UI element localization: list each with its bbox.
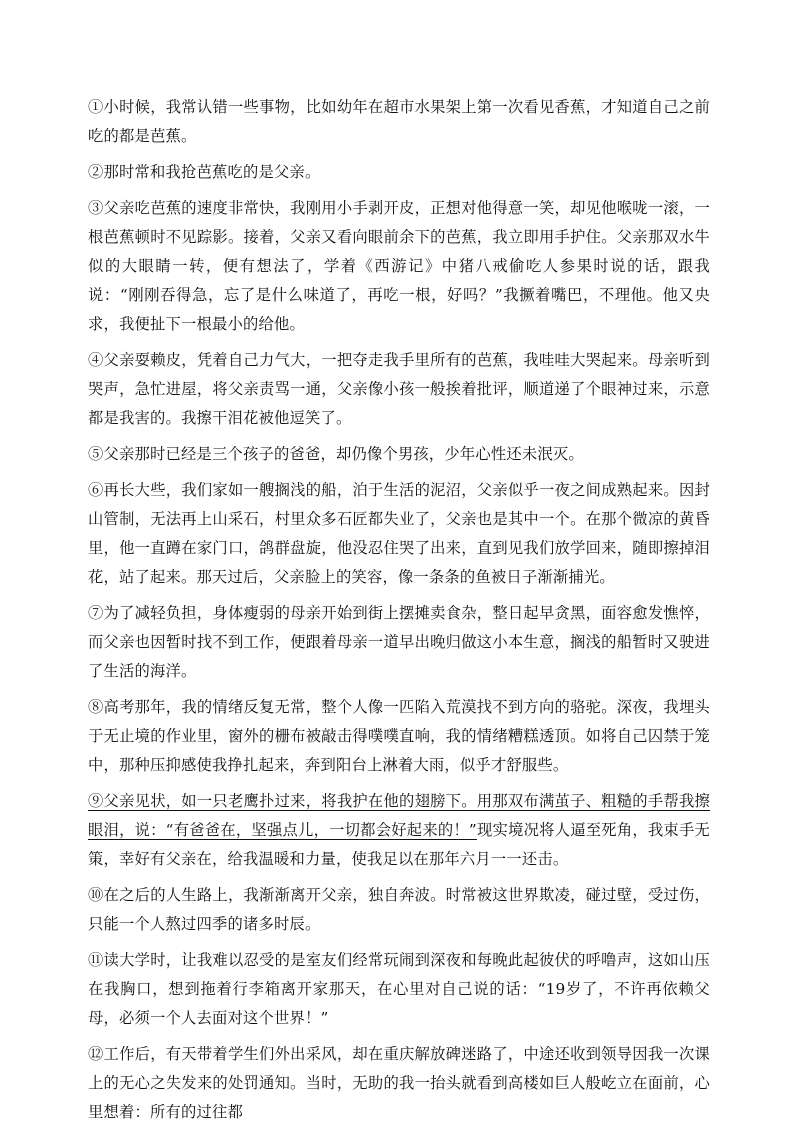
paragraph-5: ⑤父亲那时已经是三个孩子的爸爸，却仍像个男孩，少年心性还未泯灭。: [88, 445, 584, 463]
paragraph-8: ⑧高考那年，我的情绪反复无常，整个人像一匹陷入荒漠找不到方向的骆驼。深夜，我埋头于无止境的作业里，窗外的栅布被敲击得噗噗直响，我的情绪糟糕透顶。如将自己囚禁于笼中，那种压抑感使我挣扎起来，奔到阳台上淋着大雨，似乎才舒服些。: [88, 698, 710, 774]
paragraph-10: ⑩在之后的人生路上，我渐渐离开父亲，独自奔波。时常被这世界欺凌，碰过壁，受过伤，只能一个人熬过四季的诸多时辰。: [88, 886, 710, 933]
paragraph-6: ⑥再长大些，我们家如一艘搁浅的船，泊于生活的泥沼，父亲似乎一夜之间成熟起来。因封山管制，无法再上山采石，村里众多石匠都失业了，父亲也是其中一个。在那个微凉的黄昏里，他一直蹲在家门口，鸽群盘旋，他没忍住哭了出来，直到见我们放学回来，随即擦掉泪花，站了起来。那天过后，父亲脸上的笑容，像一条条的鱼被日子渐渐捕光。: [88, 481, 710, 586]
paragraph-9-underlined-sentence: ⑨父亲见状，如一只老鹰扑过来，将我护在他的翅膀下。用那双布满茧子、粗糙的手帮我擦眼泪，说：“有爸爸在，坚强点儿，一切都会好起来的！”: [88, 792, 710, 839]
paragraph-7: ⑦为了减轻负担，身体瘦弱的母亲开始到街上摆摊卖食杂，整日起早贪黑，面容愈发憔悴，而父亲也因暂时找不到工作，便跟着母亲一道早出晚归做这小本生意，搁浅的船暂时又驶进了生活的海洋。: [88, 604, 710, 680]
paragraph-1: ①小时候，我常认错一些事物，比如幼年在超市水果架上第一次看见香蕉，才知道自己之前吃的都是芭蕉。: [88, 98, 710, 145]
paragraph-4: ④父亲耍赖皮，凭着自己力气大，一把夺走我手里所有的芭蕉，我哇哇大哭起来。母亲听到哭声，急忙进屋，将父亲责骂一通，父亲像小孩一般挨着批评，顺道递了个眼神过来，示意都是我害的。我擦干泪花被他逗笑了。: [88, 351, 710, 427]
document-page: [88, 93, 710, 1134]
paragraph-2: ②那时常和我抢芭蕉吃的是父亲。: [88, 163, 321, 181]
paragraph-9-rest: 现实境况将人逼至死角，我束手无策，幸好有父亲在，给我温暖和力量，使我足以在那年六月一一还击。: [88, 821, 710, 868]
paragraph-11: ⑪读大学时，让我难以忍受的是室友们经常玩闹到深夜和每晚此起彼伏的呼噜声，这如山压在我胸口，想到拖着行李箱离开家那天，在心里对自己说的话：“19岁了，不许再依赖父母，必须一个人去面对这个世界！”: [88, 951, 710, 1027]
paragraph-3: ③父亲吃芭蕉的速度非常快，我刚用小手剥开皮，正想对他得意一笑，却见他喉咙一滚，一根芭蕉顿时不见踪影。接着，父亲又看向眼前余下的芭蕉，我立即用手护住。父亲那双水牛似的大眼睛一转，便有想法了，学着《西游记》中猪八戒偷吃人参果时说的话，跟我说：“刚刚吞得急，忘了是什么味道了，再吃一根，好吗？”我撅着嘴巴，不理他。他又央求，我便扯下一根最小的给他。: [88, 199, 710, 333]
paragraph-12: ⑫工作后，有天带着学生们外出采风，却在重庆解放碑迷路了，中途还收到领导因我一次课上的无心之失发来的处罚通知。当时，无助的我一抬头就看到高楼如巨人般屹立在面前，心里想着：所有的过往都: [88, 1045, 710, 1121]
paragraph-9: [88, 787, 710, 874]
